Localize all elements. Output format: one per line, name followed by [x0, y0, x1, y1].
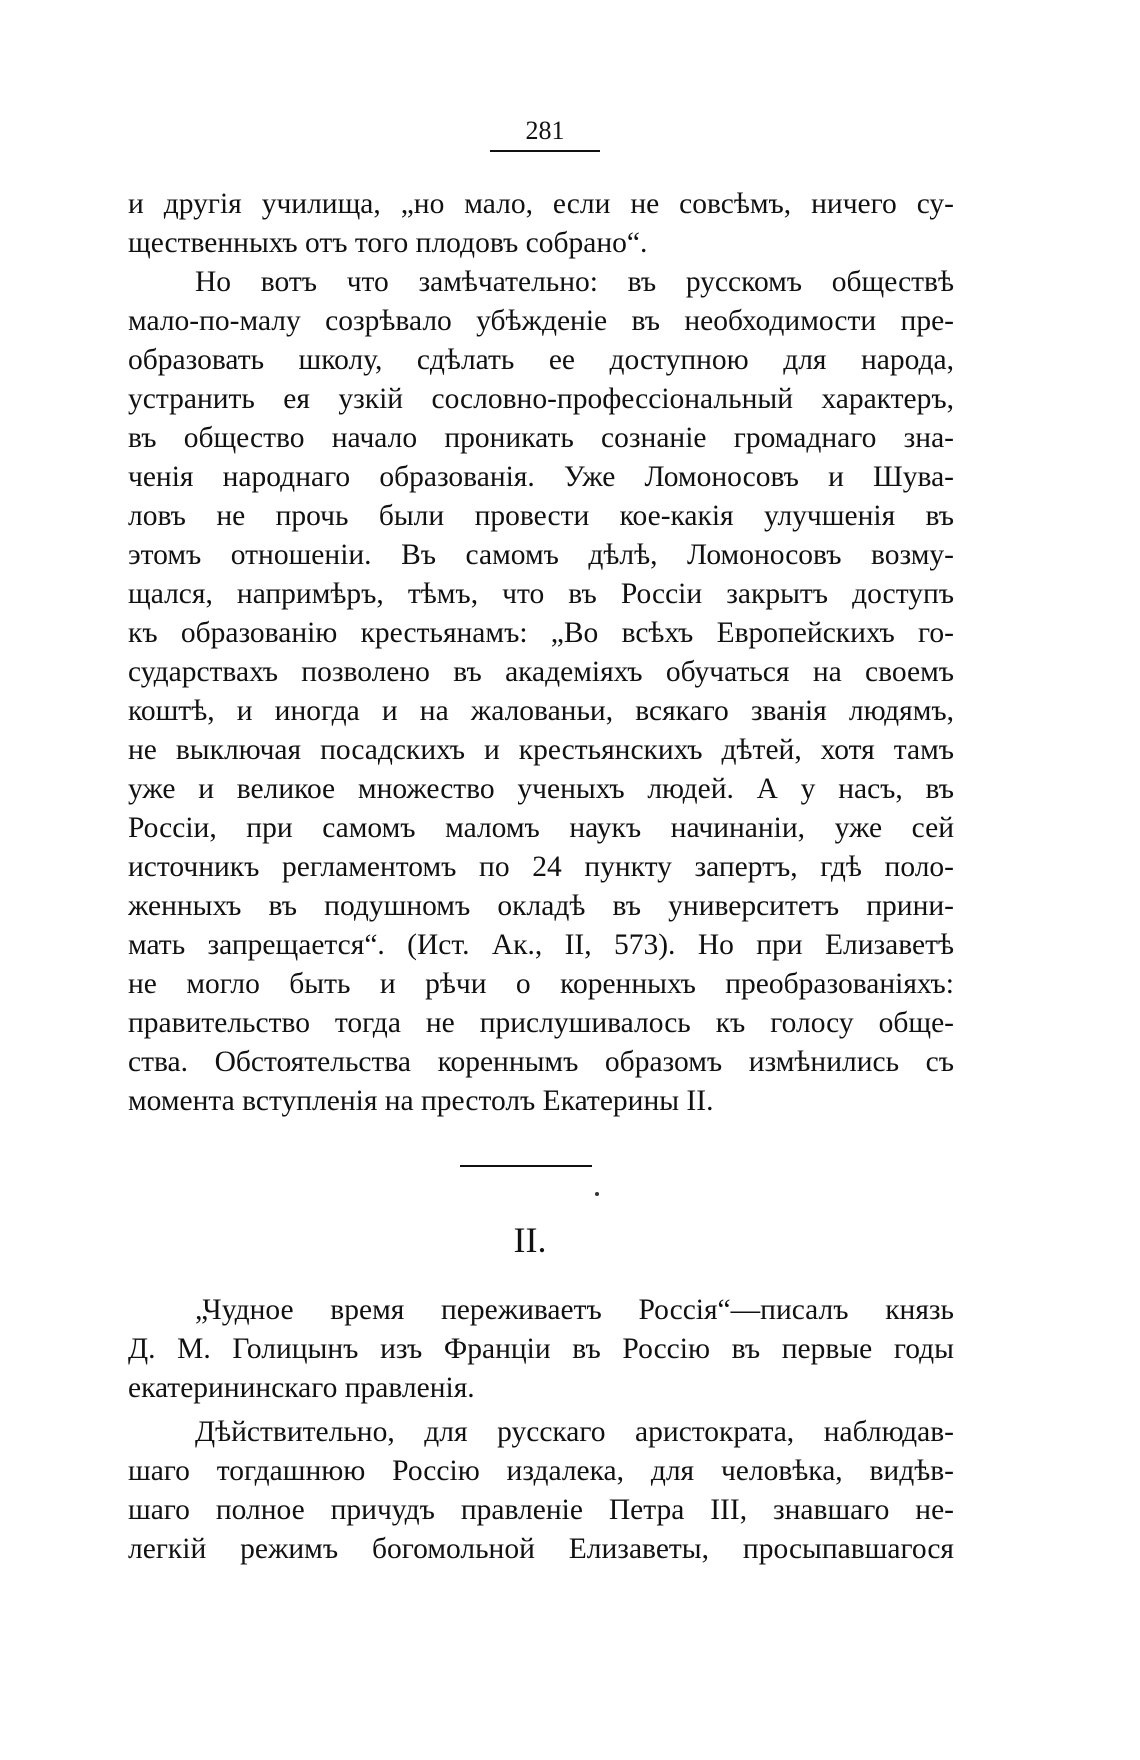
text-line: Д. М. Голицынъ изъ Франціи въ Россію въ первые годы	[128, 1333, 954, 1365]
section-divider-rule	[460, 1165, 592, 1167]
text-line: шаго полное причудъ правленіе Петра III, знавшаго не-	[128, 1494, 954, 1526]
text-line: Дѣйствительно, для русскаго аристократа, наблюдав-	[195, 1416, 954, 1448]
text-line: ловъ не прочь были провести кое-какія улучшенія въ	[128, 500, 954, 532]
text-line: „Чудное время переживаетъ Россія“—писалъ князь	[195, 1294, 954, 1326]
text-line: сударствахъ позволено въ академіяхъ обучаться на своемъ	[128, 656, 954, 688]
text-line: Но вотъ что замѣчательно: въ русскомъ обществѣ	[195, 266, 954, 298]
print-speck	[595, 1192, 599, 1196]
text-line: уже и великое множество ученыхъ людей. А у насъ, въ	[128, 773, 954, 805]
text-line: не могло быть и рѣчи о коренныхъ преобразованіяхъ:	[128, 968, 954, 1000]
text-line: шаго тогдашнюю Россію издалека, для человѣка, видѣв-	[128, 1455, 954, 1487]
text-line: ства. Обстоятельства кореннымъ образомъ измѣнились съ	[128, 1046, 954, 1078]
text-line: устранить ея узкій сословно-профессіональный характеръ,	[128, 383, 954, 415]
text-line: женныхъ въ подушномъ окладѣ въ университетъ прини-	[128, 890, 954, 922]
text-line: легкій режимъ богомольной Елизаветы, просыпавшагося	[128, 1533, 954, 1565]
text-line: образовать школу, сдѣлать ее доступною для народа,	[128, 344, 954, 376]
text-line: къ образованію крестьянамъ: „Во всѣхъ Европейскихъ го-	[128, 617, 954, 649]
text-line: екатерининскаго правленія.	[128, 1372, 475, 1404]
page-number: 281	[525, 116, 565, 145]
text-line: щался, напримѣръ, тѣмъ, что въ Россіи закрытъ доступъ	[128, 578, 954, 610]
text-line: не выключая посадскихъ и крестьянскихъ дѣтей, хотя тамъ	[128, 734, 954, 766]
text-line: источникъ регламентомъ по 24 пункту запертъ, гдѣ поло-	[128, 851, 954, 883]
text-line: момента вступленія на престолъ Екатерины II.	[128, 1085, 714, 1117]
text-line: и другія училища, „но мало, если не совсѣмъ, ничего су-	[128, 188, 954, 220]
text-line: мать запрещается“. (Ист. Ак., II, 573). Но при Елизаветѣ	[128, 929, 954, 961]
text-line: ченія народнаго образованія. Уже Ломоносовъ и Шува-	[128, 461, 954, 493]
text-line: этомъ отношеніи. Въ самомъ дѣлѣ, Ломоносовъ возму-	[128, 539, 954, 571]
text-line: Россіи, при самомъ маломъ наукъ начинаніи, уже сей	[128, 812, 954, 844]
text-line: мало-по-малу созрѣвало убѣжденіе въ необходимости пре-	[128, 305, 954, 337]
text-line: коштѣ, и иногда и на жалованьи, всякаго званія людямъ,	[128, 695, 954, 727]
section-heading: II.	[513, 1220, 547, 1260]
text-line: щественныхъ отъ того плодовъ собрано“.	[128, 227, 648, 259]
text-line: въ общество начало проникать сознаніе громаднаго зна-	[128, 422, 954, 454]
text-line: правительство тогда не прислушивалось къ голосу обще-	[128, 1007, 954, 1039]
page-number-rule	[490, 150, 600, 152]
